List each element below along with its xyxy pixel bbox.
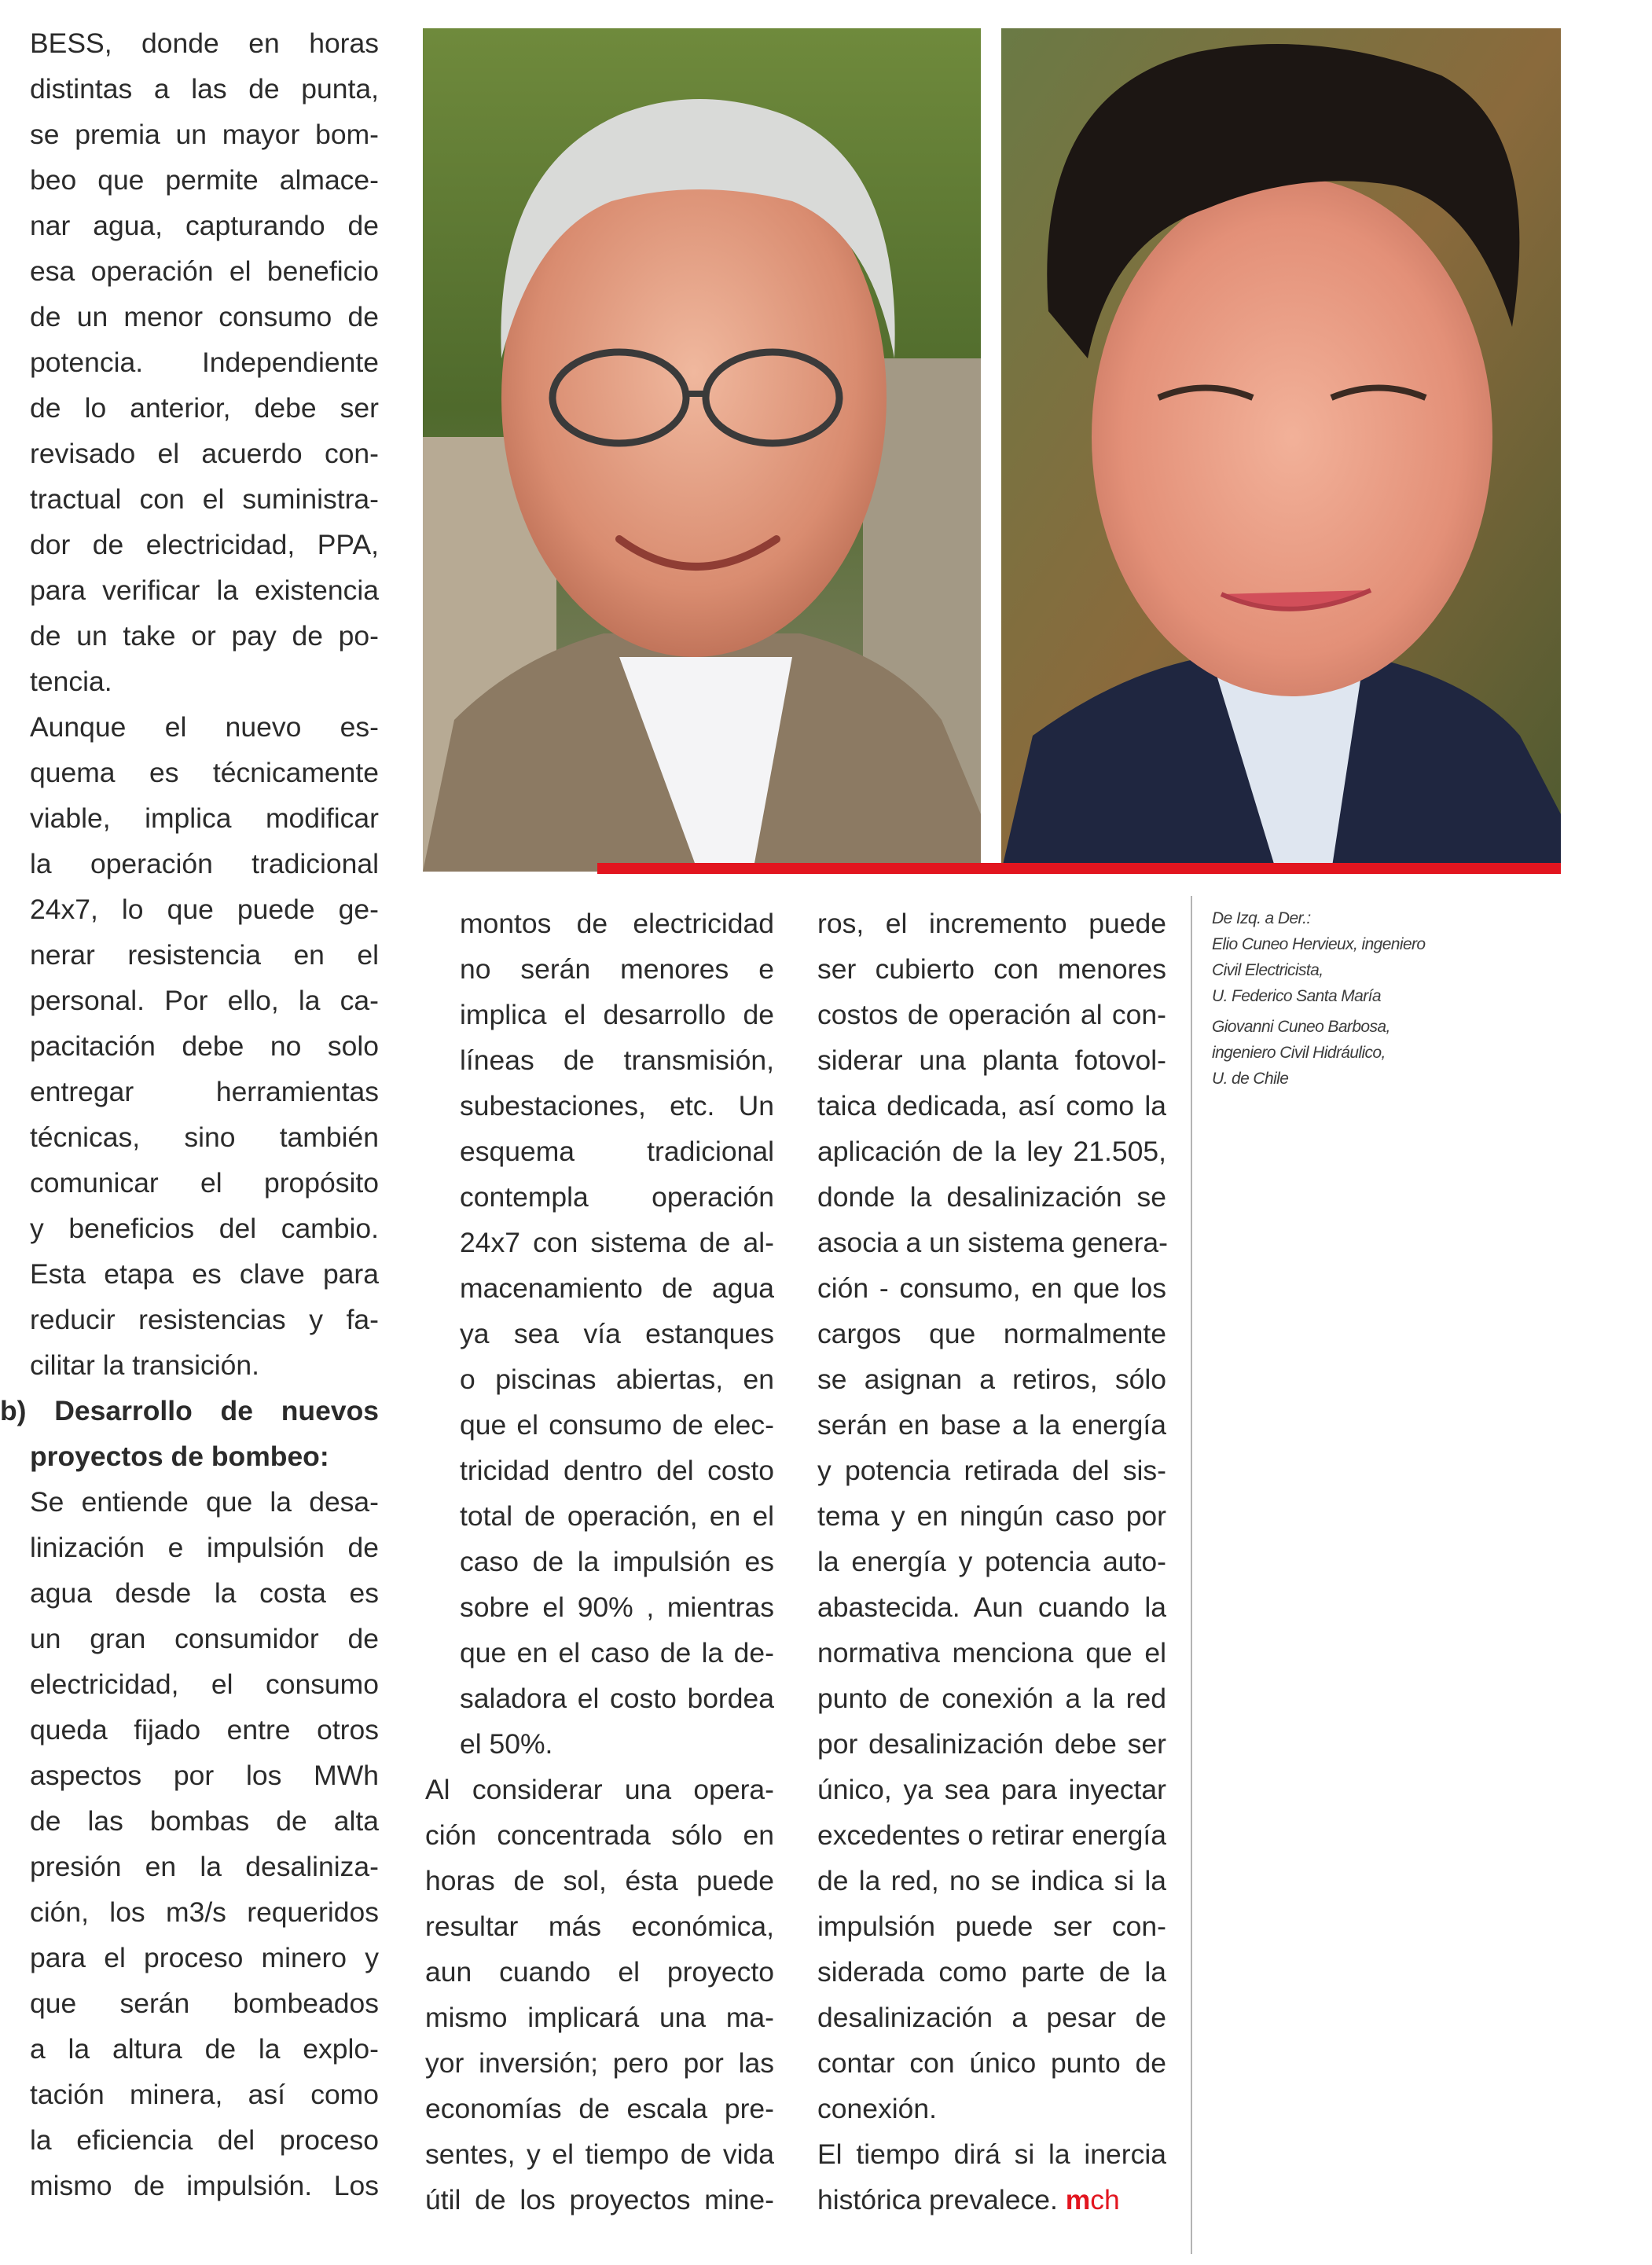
col1-line: nerar resistencia en el xyxy=(30,939,379,971)
mch-logo xyxy=(1066,2184,1120,2215)
col2-line: horas de sol, ésta puede xyxy=(425,1865,774,1896)
column-divider-rule xyxy=(1191,896,1192,2254)
col1-line: revisado el acuerdo con- xyxy=(30,438,379,469)
col1-line: queda fijado entre otros xyxy=(30,1714,379,1746)
col2-line: tricidad dentro del costo xyxy=(460,1455,774,1486)
col1-line: BESS, donde en horas xyxy=(30,28,379,59)
col1-line: pacitación debe no solo xyxy=(30,1030,379,1062)
col3-line: histórica prevalece. xyxy=(817,2184,1066,2215)
col3-line: por desalinización debe ser xyxy=(817,1728,1166,1760)
col3-line: desalinización a pesar de xyxy=(817,2002,1166,2033)
col2-line: Al considerar una opera- xyxy=(425,1774,774,1805)
col3-line: conexión. xyxy=(817,2093,937,2124)
caption-line: Civil Electricista, xyxy=(1212,961,1323,979)
col2-line: sentes, y el tiempo de vida xyxy=(425,2138,774,2170)
mch-logo-ch: ch xyxy=(1090,2184,1120,2215)
col3-line: de la red, no se indica si la xyxy=(817,1865,1166,1896)
col2-line: 24x7 con sistema de al- xyxy=(460,1227,774,1258)
col3-line: donde la desalinización se xyxy=(817,1181,1166,1213)
col1-line: linización e impulsión de xyxy=(30,1532,379,1563)
col1-line: tencia. xyxy=(30,666,112,697)
caption-line: Elio Cuneo Hervieux, ingeniero xyxy=(1212,935,1426,953)
col1-line: aspectos por los MWh xyxy=(30,1760,379,1791)
article-column-3 xyxy=(817,901,1166,2223)
caption-line: Giovanni Cuneo Barbosa, xyxy=(1212,1018,1390,1036)
col2-line: o piscinas abiertas, en xyxy=(460,1364,774,1395)
col1-line: que serán bombeados xyxy=(30,1988,379,2019)
subheading-b: b) Desarrollo de nuevos xyxy=(0,1395,379,1426)
col3-line: siderar una planta fotovol- xyxy=(817,1044,1166,1076)
col1-line: entregar herramientas xyxy=(30,1076,379,1107)
col2-line: caso de la impulsión es xyxy=(460,1546,774,1577)
col2-line: montos de electricidad xyxy=(460,908,774,939)
col1-line: ción, los m3/s requeridos xyxy=(30,1896,379,1928)
col3-line: serán en base a la energía xyxy=(817,1409,1166,1441)
col2-line: que en el caso de la de- xyxy=(460,1637,774,1668)
col2-line: sobre el 90% , mientras xyxy=(460,1591,774,1623)
col1-line: Esta etapa es clave para xyxy=(30,1258,379,1290)
col2-line: ya sea vía estanques xyxy=(460,1318,774,1349)
col3-line: taica dedicada, así como la xyxy=(817,1090,1166,1121)
photo-caption xyxy=(1212,905,1448,1092)
col2-line: contempla operación xyxy=(460,1181,774,1213)
col3-line: punto de conexión a la red xyxy=(817,1683,1166,1714)
col3-line: abastecida. Aun cuando la xyxy=(817,1591,1166,1623)
col3-line: excedentes o retirar energía xyxy=(817,1819,1167,1851)
col3-line: contar con único punto de xyxy=(817,2047,1166,2079)
col3-line: El tiempo dirá si la inercia xyxy=(817,2138,1166,2170)
col3-line: impulsión puede ser con- xyxy=(817,1911,1166,1942)
col2-line: aun cuando el proyecto xyxy=(425,1956,774,1988)
col1-line: de las bombas de alta xyxy=(30,1805,379,1837)
col3-line: siderada como parte de la xyxy=(817,1956,1166,1988)
col2-line: no serán menores e xyxy=(460,953,774,985)
col1-line: quema es técnicamente xyxy=(30,757,379,788)
article-column-2 xyxy=(425,901,774,2223)
col3-line: ser cubierto con menores xyxy=(817,953,1166,985)
col3-line: se asignan a retiros, sólo xyxy=(817,1364,1166,1395)
col1-line: reducir resistencias y fa- xyxy=(30,1304,379,1335)
col3-line: la energía y potencia auto- xyxy=(817,1546,1166,1577)
col1-line: la eficiencia del proceso xyxy=(30,2124,379,2156)
col1-line: distintas a las de punta, xyxy=(30,73,379,105)
col3-line: tema y en ningún caso por xyxy=(817,1500,1166,1532)
col1-line: de un menor consumo de xyxy=(30,301,379,332)
subheading-b-cont: proyectos de bombeo: xyxy=(30,1441,329,1472)
col1-line: 24x7, lo que puede ge- xyxy=(30,894,379,925)
col2-line: macenamiento de agua xyxy=(460,1272,774,1304)
col3-line: cargos que normalmente xyxy=(817,1318,1166,1349)
col2-line: yor inversión; pero por las xyxy=(425,2047,774,2079)
article-column-1 xyxy=(0,20,379,2208)
col1-line: para verificar la existencia xyxy=(30,575,379,606)
col2-line: saladora el costo bordea xyxy=(460,1683,774,1714)
caption-line: U. de Chile xyxy=(1212,1070,1289,1088)
col1-line: potencia. Independiente xyxy=(30,347,379,378)
col3-line: y potencia retirada del sis- xyxy=(817,1455,1166,1486)
col1-line: electricidad, el consumo xyxy=(30,1668,379,1700)
mch-logo-m: m xyxy=(1065,2184,1091,2215)
col1-line: comunicar el propósito xyxy=(30,1167,379,1199)
col3-line: aplicación de la ley 21.505, xyxy=(817,1136,1166,1167)
portrait-photo-left xyxy=(423,28,981,872)
col3-last-line xyxy=(817,2177,1166,2223)
col2-line: resultar más económica, xyxy=(425,1911,774,1942)
col1-line: Se entiende que la desa- xyxy=(30,1486,379,1518)
col1-line: tación minera, así como xyxy=(30,2079,379,2110)
col3-line: costos de operación al con- xyxy=(817,999,1166,1030)
col3-line: único, ya sea para inyectar xyxy=(817,1774,1166,1805)
col2-line: útil de los proyectos mine- xyxy=(425,2184,774,2215)
col2-line: ción concentrada sólo en xyxy=(425,1819,774,1851)
col2-line: total de operación, en el xyxy=(460,1500,774,1532)
col1-line: y beneficios del cambio. xyxy=(30,1213,379,1244)
col1-line: para el proceso minero y xyxy=(30,1942,379,1973)
col1-line: un gran consumidor de xyxy=(30,1623,379,1654)
col2-line: mismo implicará una ma- xyxy=(425,2002,774,2033)
accent-red-bar xyxy=(597,863,1561,874)
col2-line: líneas de transmisión, xyxy=(460,1044,774,1076)
col1-line: cilitar la transición. xyxy=(30,1349,259,1381)
col2-line: esquema tradicional xyxy=(460,1136,774,1167)
col1-line: técnicas, sino también xyxy=(30,1121,379,1153)
caption-line: U. Federico Santa María xyxy=(1212,987,1381,1005)
col1-line: de lo anterior, debe ser xyxy=(30,392,379,424)
col2-line: subestaciones, etc. Un xyxy=(460,1090,774,1121)
col1-line: se premia un mayor bom- xyxy=(30,119,379,150)
col3-line: normativa menciona que el xyxy=(817,1637,1166,1668)
caption-line: De Izq. a Der.: xyxy=(1212,909,1311,927)
col1-line: de un take or pay de po- xyxy=(30,620,379,652)
col1-line: esa operación el beneficio xyxy=(30,255,379,287)
col2-line: economías de escala pre- xyxy=(425,2093,774,2124)
col3-line: ción - consumo, en que los xyxy=(817,1272,1166,1304)
col1-line: Aunque el nuevo es- xyxy=(30,711,379,743)
portrait-photo-right xyxy=(1001,28,1561,872)
col1-line: beo que permite almace- xyxy=(30,164,379,196)
col1-line: agua desde la costa es xyxy=(30,1577,379,1609)
col2-line: el 50%. xyxy=(460,1728,553,1760)
col1-line: a la altura de la explo- xyxy=(30,2033,379,2065)
col1-line: personal. Por ello, la ca- xyxy=(30,985,379,1016)
col3-line: asocia a un sistema genera- xyxy=(817,1227,1168,1258)
col1-line: nar agua, capturando de xyxy=(30,210,379,241)
col1-line: viable, implica modificar xyxy=(30,802,379,834)
caption-line: ingeniero Civil Hidráulico, xyxy=(1212,1044,1386,1062)
col1-line: mismo de impulsión. Los xyxy=(30,2170,379,2201)
col3-line: ros, el incremento puede xyxy=(817,908,1166,939)
col1-line: tractual con el suministra- xyxy=(30,483,379,515)
col1-line: dor de electricidad, PPA, xyxy=(30,529,379,560)
col2-line: que el consumo de elec- xyxy=(460,1409,774,1441)
col2-line: implica el desarrollo de xyxy=(460,999,774,1030)
col1-line: presión en la desaliniza- xyxy=(30,1851,379,1882)
col1-line: la operación tradicional xyxy=(30,848,379,879)
